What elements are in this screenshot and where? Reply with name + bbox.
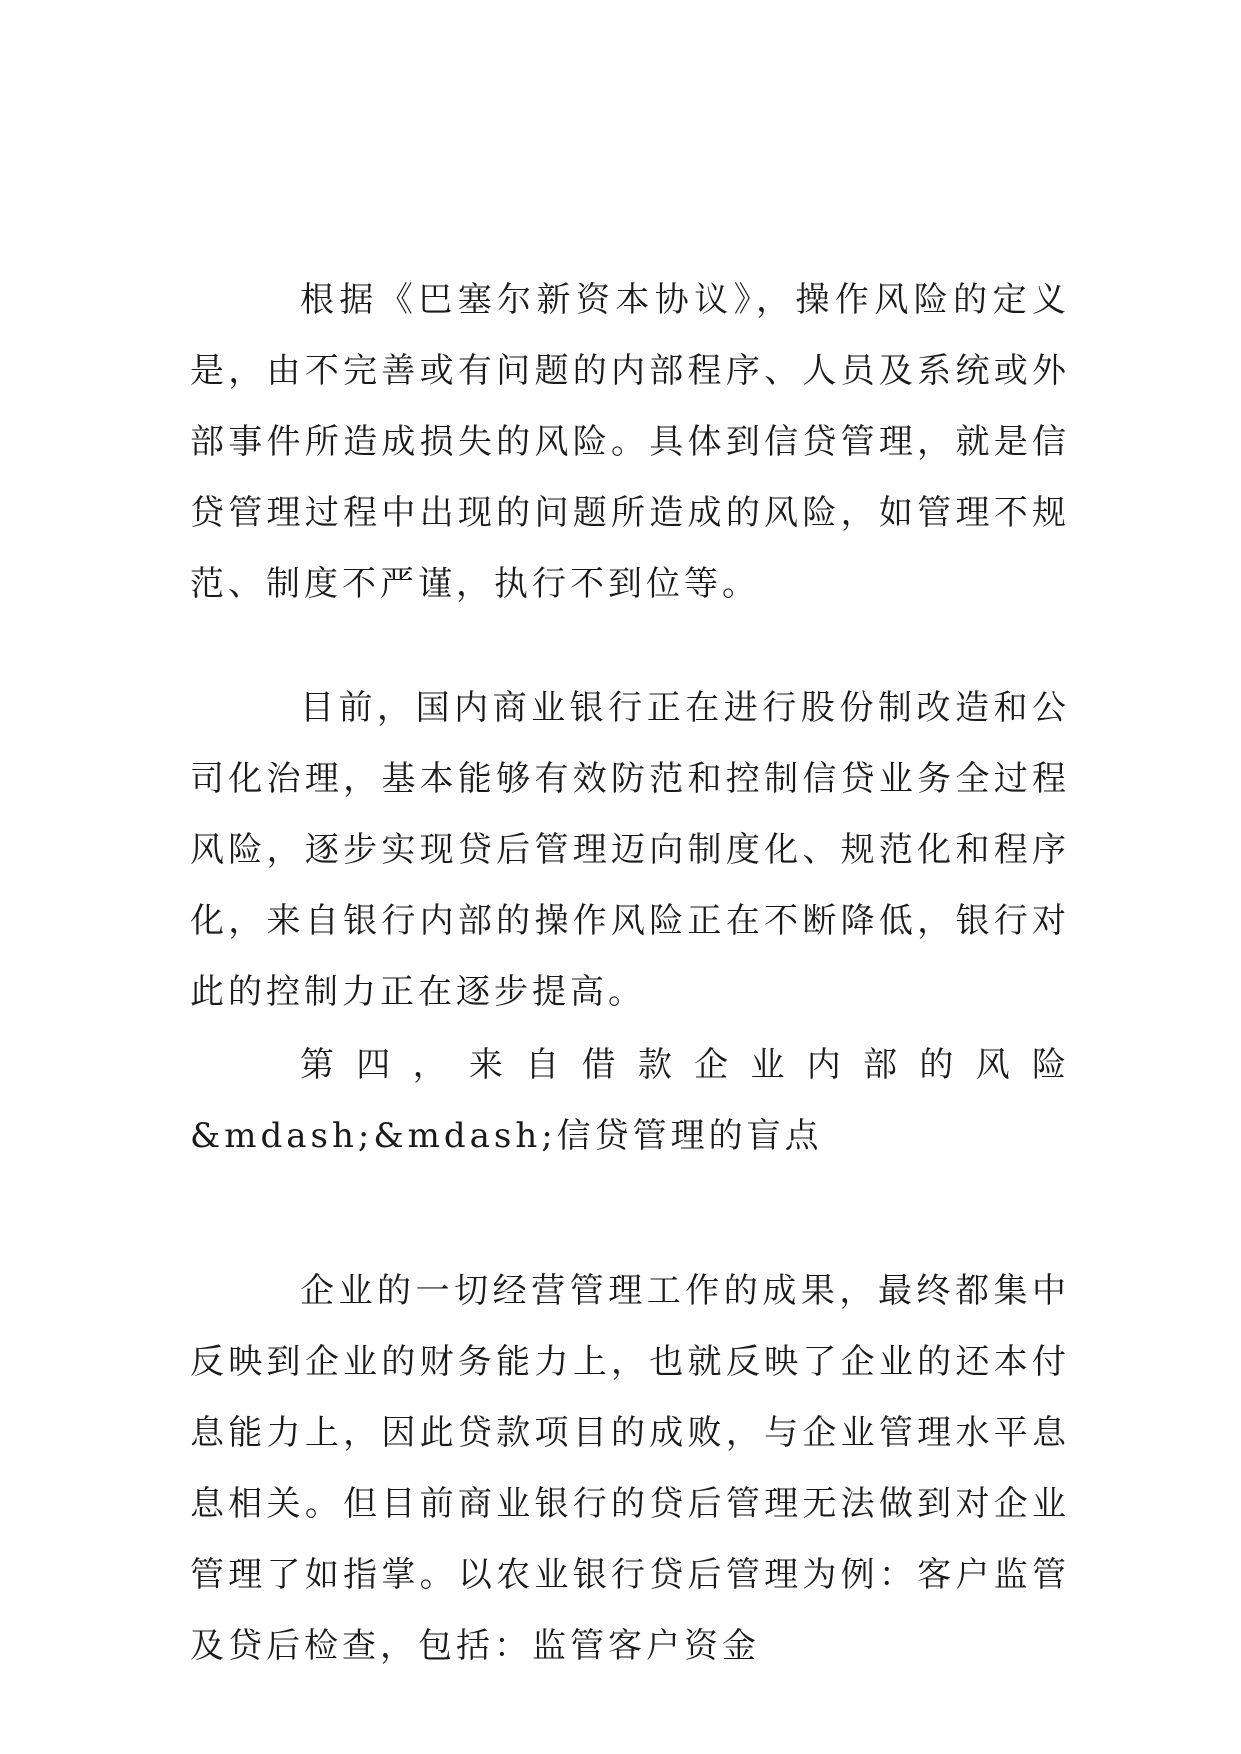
paragraph-domestic-banks: 目前，国内商业银行正在进行股份制改造和公司化治理，基本能够有效防范和控制信贷业务全过程风险，逐步实现贷后管理迈向制度化、规范化和程序化，来自银行内部的操作风险正在不断降低，银行对此的控制力正在逐步提高。 <box>190 688 1070 1012</box>
paragraph-operational-risk-definition: 根据《巴塞尔新资本协议》，操作风险的定义是，由不完善或有问题的内部程序、人员及系统或外部事件所造成损失的风险。具体到信贷管理，就是信贷管理过程中出现的问题所造成的风险，如管理不规范、制度不严谨，执行不到位等。 <box>190 280 1070 604</box>
section-heading-fourth: 第四，来自借款企业内部的风险&mdash;&mdash;信贷管理的盲点 <box>190 1045 1070 1156</box>
paragraph-enterprise-management: 企业的一切经营管理工作的成果，最终都集中反映到企业的财务能力上，也就反映了企业的还本付息能力上，因此贷款项目的成败，与企业管理水平息息相关。但目前商业银行的贷后管理无法做到对企业管理了如指掌。以农业银行贷后管理为例：客户监管及贷后检查，包括：监管客户资金 <box>190 1271 1070 1666</box>
